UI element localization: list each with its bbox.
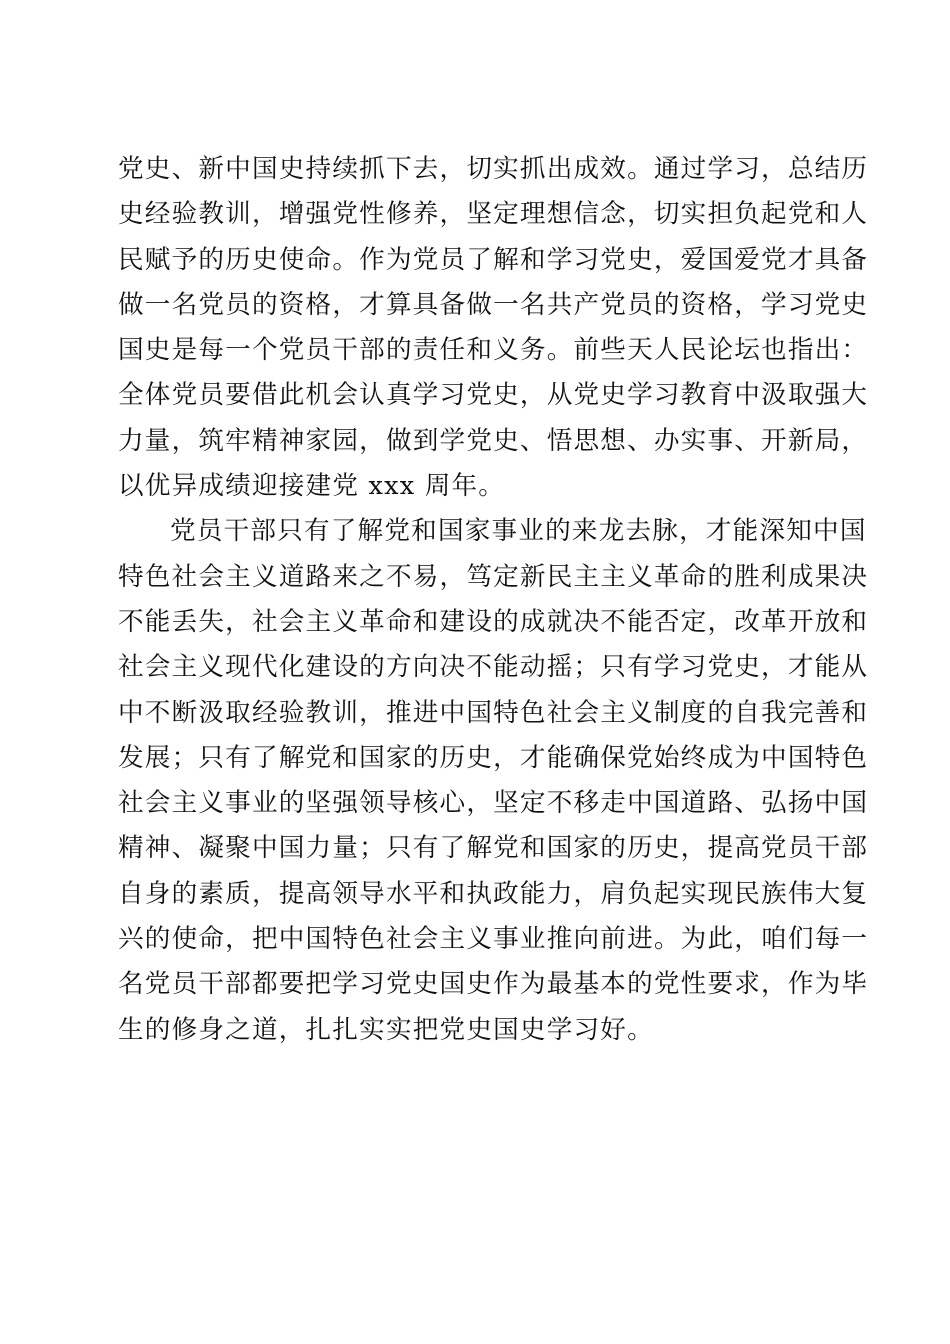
paragraph-1-line-4: 做一名党员的资格，才算具备做一名共产党员的资格，学习党史 — [118, 289, 869, 320]
paragraph-1-line-2: 史经验教训，增强党性修养，坚定理想信念，切实担负起党和人 — [118, 199, 869, 230]
paragraph-2-line-11: 名党员干部都要把学习党史国史作为最基本的党性要求，作为毕 — [118, 969, 869, 1000]
paragraph-1-line-1: 党史、新中国史持续抓下去，切实抓出成效。通过学习，总结历 — [118, 154, 869, 184]
paragraph-2-line-3: 不能丢失，社会主义革命和建设的成就决不能否定，改革开放和 — [118, 606, 869, 637]
paragraph-2-line-12: 生的修身之道，扎扎实实把党史国史学习好。 — [118, 1014, 654, 1045]
paragraph-2-line-1: 党员干部只有了解党和国家事业的来龙去脉，才能深知中国 — [170, 516, 867, 547]
paragraph-1-line-6: 全体党员要借此机会认真学习党史，从党史学习教育中汲取强大 — [118, 380, 869, 411]
body-text — [118, 147, 869, 1053]
paragraph-1-line-8: 以优异成绩迎接建党 xxx 周年。 — [118, 471, 506, 502]
paragraph-2-line-9: 自身的素质，提高领导水平和执政能力，肩负起实现民族伟大复 — [118, 878, 869, 909]
paragraph-2-line-10: 兴的使命，把中国特色社会主义事业推向前进。为此，咱们每一 — [118, 924, 869, 955]
paragraph-2-line-5: 中不断汲取经验教训，推进中国特色社会主义制度的自我完善和 — [118, 697, 869, 728]
paragraph-2-line-6: 发展；只有了解党和国家的历史，才能确保党始终成为中国特色 — [118, 742, 869, 773]
paragraph-2-line-7: 社会主义事业的坚强领导核心，坚定不移走中国道路、弘扬中国 — [118, 788, 869, 819]
paragraph-2-line-2: 特色社会主义道路来之不易，笃定新民主主义革命的胜利成果决 — [118, 561, 869, 592]
paragraph-1-line-7: 力量，筑牢精神家园，做到学党史、悟思想、办实事、开新局， — [118, 425, 869, 456]
paragraph-1-line-3: 民赋予的历史使命。作为党员了解和学习党史，爱国爱党才具备 — [118, 244, 869, 275]
paragraph-2-line-4: 社会主义现代化建设的方向决不能动摇；只有学习党史，才能从 — [118, 652, 869, 683]
paragraph-2-line-8: 精神、凝聚中国力量；只有了解党和国家的历史，提高党员干部 — [118, 833, 869, 864]
paragraph-1-line-5: 国史是每一个党员干部的责任和义务。前些天人民论坛也指出： — [118, 335, 869, 366]
paragraph-2 — [118, 509, 869, 1053]
paragraph-1 — [118, 147, 869, 509]
